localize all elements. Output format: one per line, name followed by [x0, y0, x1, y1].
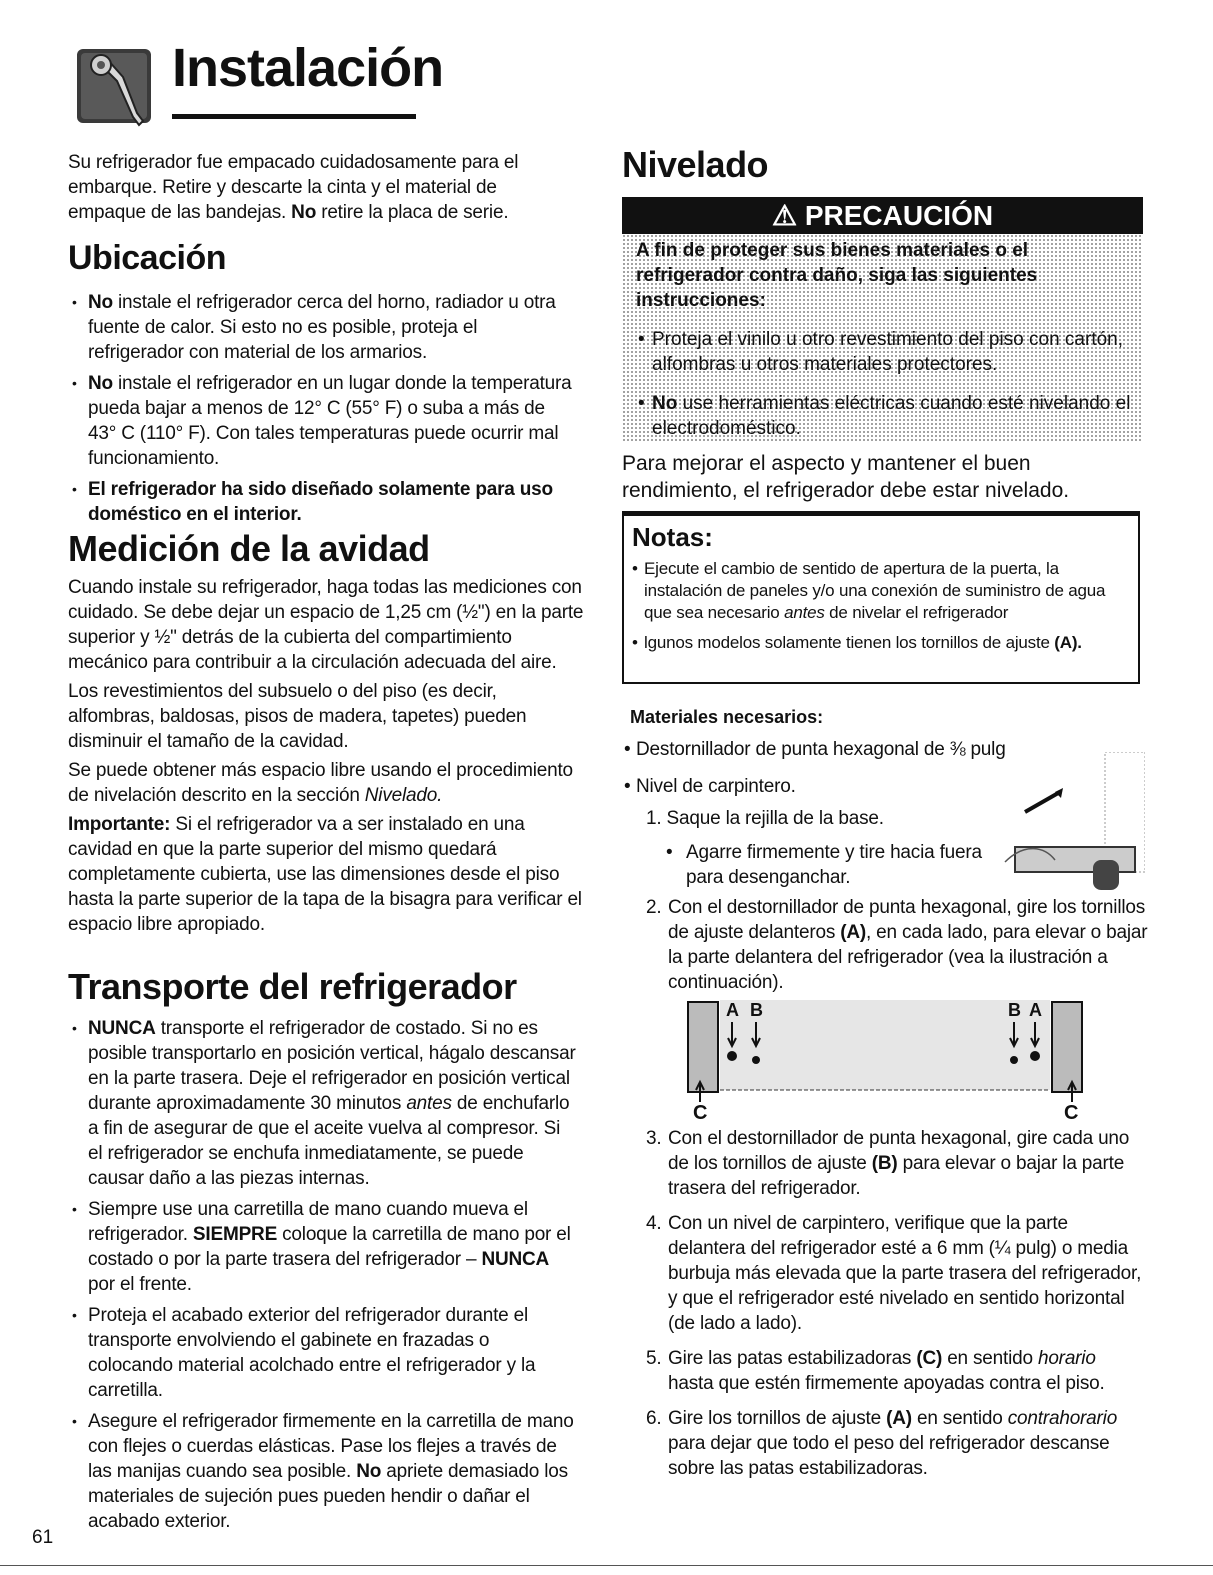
medicion-p1: Cuando instale su refrigerador, haga todas las mediciones con cuidado. Se debe dejar un espacio de 1,25 cm (½") en la parte superior y ½" detrás de la cubierta del compartimiento mecánico para contribuir a la circulación adecuada del aire. [68, 577, 584, 673]
label-c-left: C [693, 1102, 708, 1124]
warning-icon: ⚠ [771, 200, 798, 231]
step-1-sub: • Agarre firmemente y tire hacia fuera para desenganchar. [666, 842, 982, 888]
steps-3-6 [646, 1126, 1142, 1481]
caution-box [622, 197, 1143, 441]
transporte-heading: Transporte del refrigerador [68, 966, 517, 1007]
wrench-icon [77, 43, 155, 131]
medicion-body [68, 575, 588, 937]
material-item: • Nivel de carpintero. [624, 776, 796, 797]
medicion-heading: Medición de la avidad [68, 528, 430, 569]
list-item: • El refrigerador ha sido diseñado solamente para uso doméstico en el interior. [68, 477, 578, 527]
ubicacion-list [68, 290, 578, 533]
list-item: • No instale el refrigerador cerca del horno, radiador u otra fuente de calor. Si esto no es posible, proteja el refrigerador con material de los armarios. [68, 290, 578, 365]
notes-title: Notas: [632, 522, 713, 552]
medicion-p3: Se puede obtener más espacio libre usando el procedimiento de nivelación descrito en la sección Nivelado. [68, 760, 573, 806]
page-number: 61 [32, 1527, 54, 1548]
materials-heading: Materiales necesarios: [630, 707, 824, 727]
nivelado-heading: Nivelado [622, 144, 769, 185]
step-4: 4. Con un nivel de carpintero, verifique que la parte delantera del refrigerador esté a 6 mm (¼ pulg) o media burbuja más elevada que la parte trasera del refrigerador, y que el refrigerador esté nivelado en sentido horizontal (de lado a lado). [646, 1213, 1142, 1334]
label-a-left: A [726, 1000, 739, 1020]
title-underline [172, 114, 416, 119]
caution-body [622, 234, 1143, 441]
step-6: 6. Gire los tornillos de ajuste (A) en sentido contrahorario para dejar que todo el peso del refrigerador descanse sobre las patas estabilizadoras. [646, 1408, 1118, 1479]
label-a-right: A [1029, 1000, 1042, 1020]
medicion-p2: Los revestimientos del subsuelo o del piso (es decir, alfombras, baldosas, pisos de madera, tapetes) pueden disminuir el tamaño de la cavidad. [68, 681, 527, 752]
step-1: 1. Saque la rejilla de la base. [646, 808, 884, 829]
material-item: • Destornillador de punta hexagonal de ⅜ pulg [624, 739, 1006, 760]
list-item: • No instale el refrigerador en un lugar donde la temperatura pueda bajar a menos de 12° C (55° F) o suba a más de 43° C (110° F). Con tales temperaturas puede ocurrir mal funcionamiento. [68, 371, 578, 471]
caution-header: ⚠ PRECAUCIÓN [622, 197, 1143, 234]
nivelado-paragraph: Para mejorar el aspecto y mantener el buen rendimiento, el refrigerador debe estar nivelado. [622, 452, 1070, 502]
label-b-left: B [750, 1000, 763, 1020]
list-item: • NUNCA transporte el refrigerador de costado. Si no es posible transportarlo en posición vertical, hágalo descansar en la parte trasera. Deje el refrigerador en posición vertical durante aproximadamente 30 minutos antes de enchufarlo a fin de asegurar de que el aceite vuelva al compresor. Si el refrigerador se enchufa inmediatamente, se puede causar daño a las piezas internas. [68, 1016, 578, 1191]
medicion-p4: Importante: Si el refrigerador va a ser instalado en una cavidad en que la parte superior del mismo quedará completamente cubierta, use las dimensiones desde el piso hasta la parte superior de la tapa de la bisagra para verificar el espacio libre apropiado. [68, 814, 582, 935]
transporte-list [68, 1016, 578, 1540]
notes-box [622, 511, 1140, 684]
bottom-rule [0, 1565, 1213, 1566]
list-item: • Siempre use una carretilla de mano cuando mueva el refrigerador. SIEMPRE coloque la carretilla de mano por el costado o por la parte trasera del refrigerador – NUNCA por el frente. [68, 1197, 578, 1297]
grille-illustration [985, 752, 1145, 892]
note-item: • Ejecute el cambio de sentido de apertura de la puerta, la instalación de paneles y/o una conexión de suministro de agua que sea necesario antes de nivelar el refrigerador [632, 559, 1106, 622]
list-item: • Proteja el acabado exterior del refrigerador durante el transporte envolviendo el gabinete en frazadas o colocando material acolchado entre el refrigerador y la carretilla. [68, 1303, 578, 1403]
step-5: 5. Gire las patas estabilizadoras (C) en sentido horario hasta que estén firmemente apoyadas contra el piso. [646, 1348, 1105, 1394]
note-item: • lgunos modelos solamente tienen los tornillos de ajuste (A). [632, 633, 1082, 652]
caution-bullet: • Proteja el vinilo u otro revestimiento del piso con cartón, alfombras u otros materiales protectores. [638, 329, 1124, 375]
page-title: Instalación [172, 38, 444, 98]
leveling-diagram [680, 994, 1090, 1126]
label-c-right: C [1064, 1102, 1079, 1124]
step-2: 2. Con el destornillador de punta hexagonal, gire los tornillos de ajuste delanteros (A), en cada lado, para elevar o bajar la parte delantera del refrigerador (vea la ilustración a continuación). [646, 897, 1148, 993]
ubicacion-heading: Ubicación [68, 239, 226, 277]
list-item: • Asegure el refrigerador firmemente en la carretilla de mano con flejes o cuerdas elásticas. Pase los flejes a través de las manijas cuando sea posible. No apriete demasiado los materiales de sujeción pues pueden hendir o dañar el acabado exterior. [68, 1409, 578, 1534]
caution-bullet: • No use herramientas eléctricas cuando esté nivelando el electrodoméstico. [638, 393, 1131, 439]
intro-paragraph: Su refrigerador fue empacado cuidadosamente para el embarque. Retire y descarte la cinta y el material de empaque de las bandejas. No retire la placa de serie. [68, 152, 519, 223]
label-b-right: B [1008, 1000, 1021, 1020]
step-3: 3. Con el destornillador de punta hexagonal, gire cada uno de los tornillos de ajuste (B) para elevar o bajar la parte trasera del refrigerador. [646, 1128, 1130, 1199]
caution-intro: A fin de proteger sus bienes materiales o el refrigerador contra daño, siga las siguientes instrucciones: [636, 240, 1038, 311]
